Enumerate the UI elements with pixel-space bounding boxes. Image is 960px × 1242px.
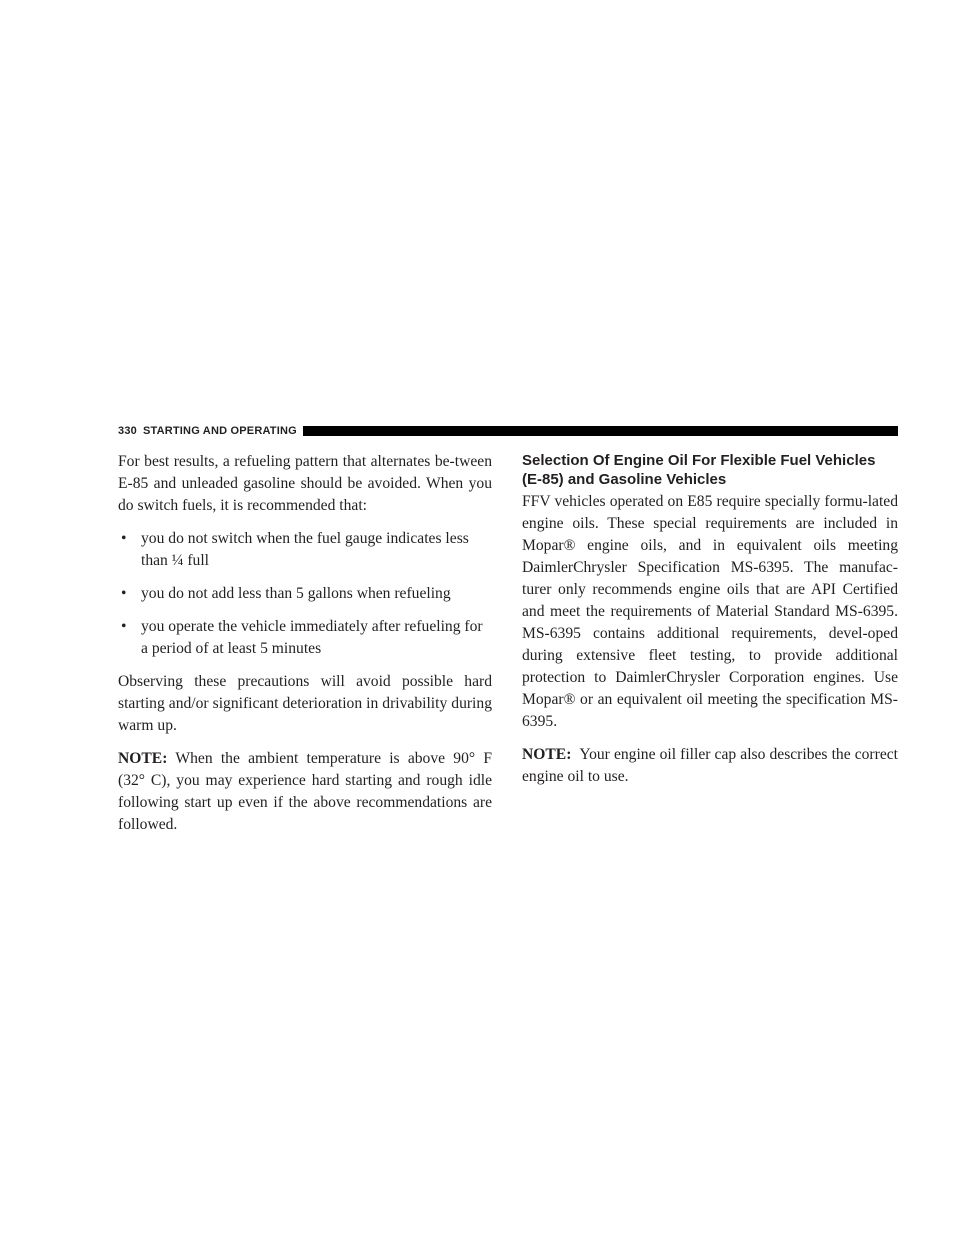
page-number: 330: [118, 425, 137, 437]
list-item: [118, 583, 492, 605]
note-label: NOTE:: [118, 750, 168, 767]
intro-paragraph: For best results, a refueling pattern that alternates be-tween E-85 and unleaded gasoline should be avoided. When you do switch fuels, it is recommended that:: [118, 453, 492, 514]
note-text: When the ambient temperature is above 90° F (32° C), you may experience hard starting and rough idle following start up even if the above recommendations are followed.: [118, 750, 492, 833]
refueling-recommendations-list: [118, 528, 492, 660]
right-column: [522, 451, 898, 799]
note-paragraph: [118, 748, 492, 836]
precautions-paragraph: Observing these precautions will avoid possible hard starting and/or significant deterioration in drivability during warm up.: [118, 673, 492, 734]
note-label: NOTE:: [522, 746, 572, 763]
section-title: STARTING AND OPERATING: [142, 425, 297, 437]
list-item-text: you do not switch when the fuel gauge indicates less than ¼ full: [141, 530, 469, 569]
bullet-icon: •: [121, 530, 127, 547]
page-header: [118, 424, 898, 438]
list-item: [118, 616, 492, 660]
engine-oil-paragraph: FFV vehicles operated on E85 require specially formu-lated engine oils. These special requirements are included in Mopar® engine oils, and in equivalent oils meeting DaimlerChrysler Specification MS-6395. The manufac-turer only recommends engine oils that are API Certified and meet the requirements of Material Standard MS-6395. MS-6395 contains additional requirements, devel-oped during extensive fleet testing, to provide additional protection to DaimlerChrysler Corporation engines. Use Mopar® or an equivalent oil meeting the specification MS-6395.: [522, 493, 898, 730]
section-heading: Selection Of Engine Oil For Flexible Fuel Vehicles (E-85) and Gasoline Vehicles: [522, 452, 876, 488]
left-column: [118, 451, 492, 847]
list-item-text: you operate the vehicle immediately after refueling for a period of at least 5 minutes: [141, 618, 483, 657]
list-item-text: you do not add less than 5 gallons when refueling: [141, 585, 451, 602]
bullet-icon: •: [121, 585, 127, 602]
list-item: [118, 528, 492, 572]
header-rule: [303, 426, 898, 436]
bullet-icon: •: [121, 618, 127, 635]
note-text: Your engine oil filler cap also describes the correct engine oil to use.: [522, 746, 898, 785]
note-paragraph: [522, 744, 898, 788]
